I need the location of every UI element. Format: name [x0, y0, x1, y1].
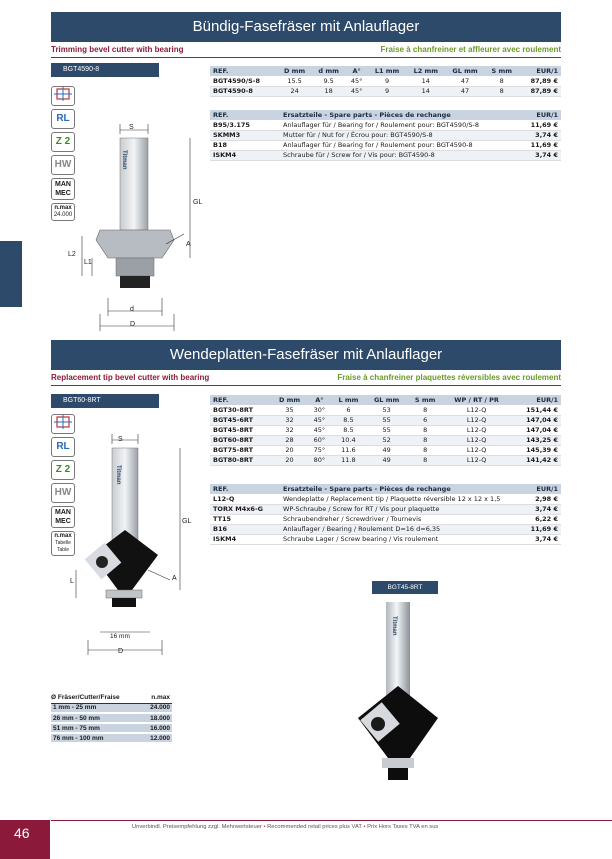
section2-sub-fr: Fraise à chanfreiner plaquettes réversibles avec roulement [337, 373, 561, 382]
table-row: 26 mm - 50 mm 18.000 [53, 714, 170, 722]
section2-subtitle [51, 372, 561, 386]
section2-code-bar: BGT60-8RT [51, 394, 159, 408]
section1-spec-table [210, 66, 561, 97]
mec-label: MEC [55, 190, 71, 197]
section2-sub-en: Replacement tip bevel cutter with bearing [51, 373, 210, 382]
table-row: 76 mm - 100 mm 12.000 [53, 734, 170, 742]
table-row: B95/3.175 Anlauflager für / Bearing for / Roulement pour: BGT4590/S-8 11,69 € [210, 120, 561, 130]
section2-title: Wendeplatten-Fasefräser mit Anlauflager [51, 340, 561, 370]
dim-16mm-label: 16 mm [110, 633, 130, 640]
nmax-label: n.max [54, 205, 72, 211]
man-label: MAN [55, 181, 71, 188]
table-row: TORX M4x6-G WP-Schraube / Screw for RT / Vis pour plaquette 3,74 € [210, 504, 561, 514]
section2-drawing [62, 430, 212, 660]
table-row: BGT60-8RT 28 60° 10.4 52 8 L12-Q 143,25 € [210, 435, 561, 445]
dim-l-label: L [70, 578, 74, 585]
hw-icon: HW [51, 483, 75, 503]
table-row: B16 Anlauflager / Bearing / Roulement D=16 d=6,35 11,69 € [210, 524, 561, 534]
table-header-row: REF. Ersatzteile - Spare parts - Pièces de rechange EUR/1 [210, 110, 561, 120]
table-row: BGT4590-8 24 18 45° 9 14 47 8 87,89 € [210, 86, 561, 96]
table-row: BGT45-8RT 32 45° 8.5 55 8 L12-Q 147,04 € [210, 425, 561, 435]
man-label: MAN [55, 509, 71, 516]
nmax-value: 24.000 [53, 212, 73, 218]
section1-sub-en: Trimming bevel cutter with bearing [51, 45, 184, 54]
table-header-row: REF. Ersatzteile - Spare parts - Pièces de rechange EUR/1 [210, 484, 561, 494]
dim-l1-label: L1 [84, 259, 92, 266]
table-row: BGT30-8RT 35 30° 6 53 8 L12-Q 151,44 € [210, 405, 561, 415]
table-row: TT15 Schraubendreher / Screwdriver / Tournevis 6,22 € [210, 514, 561, 524]
section2-parts-table [210, 484, 561, 545]
mec-label: MEC [55, 518, 71, 525]
side-tab [0, 241, 22, 307]
table-header-row: REF. D mm d mm A° L1 mm L2 mm GL mm S mm EUR/1 [210, 66, 561, 76]
nmax-label: n.max [54, 533, 72, 539]
page-number: 46 [0, 820, 50, 859]
table-row: SKMM3 Mutter für / Nut for / Écrou pour: BGT4590/S-8 3,74 € [210, 130, 561, 140]
dim-d-label: d [130, 306, 134, 313]
nmax-table [51, 693, 172, 744]
section1-parts-table [210, 110, 561, 161]
table-row: ISKM4 Schraube für / Screw for / Vis pour: BGT4590-8 3,74 € [210, 150, 561, 160]
table-row: BGT4590/S-8 15.5 9.5 45° 9 14 47 8 87,89 € [210, 76, 561, 86]
section1-title: Bündig-Fasefräser mit Anlauflager [51, 12, 561, 42]
table-row: B18 Anlauflager für / Bearing for / Roulement pour: BGT4590-8 11,69 € [210, 140, 561, 150]
table-row: ISKM4 Schraube Lager / Screw bearing / Vis roulement 3,74 € [210, 534, 561, 544]
brand-logo-2: Titman [115, 465, 121, 485]
section1-sub-fr: Fraise à chanfreiner et affleurer avec roulement [380, 45, 561, 54]
footer-text: Unverbindl. Preisempfehlung zzgl. Mehrwertsteuer • Recommended retail prices plus VAT • Prix Hors Taxes TVA en sus [132, 824, 439, 830]
hw-icon: HW [51, 155, 75, 175]
nmax-value: Tabelle Table [55, 540, 71, 553]
dim-a-label: A [186, 241, 191, 248]
dim-s-label: S [129, 124, 134, 131]
table-row: BGT45-6RT 32 45° 8.5 55 6 L12-Q 147,04 € [210, 415, 561, 425]
dim-D-label: D [118, 648, 124, 655]
section2-spec-table [210, 395, 561, 466]
table-row: BGT75-8RT 20 75° 11.6 49 8 L12-Q 145,39 € [210, 445, 561, 455]
brand-logo-3: Titman [391, 616, 397, 636]
rl-icon: RL [51, 437, 75, 457]
table-row: 1 mm - 25 mm 24.000 [53, 704, 170, 712]
section1-drawing [62, 118, 212, 333]
z2-icon: Z 2 [51, 132, 75, 152]
section1-code-bar: BGT4590-8 [51, 63, 159, 77]
table-header-row: Ø Fräser/Cutter/Fraise n.max [51, 694, 170, 702]
rl-icon: RL [51, 109, 75, 129]
table-row: 51 mm - 75 mm 16.000 [53, 724, 170, 732]
brand-logo-1: Titman [121, 150, 127, 170]
z2-icon: Z 2 [51, 460, 75, 480]
dim-gl-label: GL [193, 199, 203, 206]
dim-D-label: D [130, 321, 136, 328]
table-row: BGT80-8RT 20 80° 11.8 49 8 L12-Q 141,42 € [210, 455, 561, 465]
photo-label: BGT45-8RT [372, 581, 438, 594]
table-row: L12-Q Wendeplatte / Replacement tip / Plaquette réversible 12 x 12 x 1,5 2,98 € [210, 494, 561, 504]
table-header-row: REF. D mm A° L mm GL mm S mm WP / RT / PR EUR/1 [210, 395, 561, 405]
dim-gl-label: GL [182, 518, 192, 525]
section1-subtitle [51, 44, 561, 58]
dim-s-label: S [118, 436, 123, 443]
dim-l2-label: L2 [68, 251, 76, 258]
router-icon [51, 86, 75, 106]
footer-rule [51, 820, 612, 821]
dim-a-label: A [172, 575, 177, 582]
